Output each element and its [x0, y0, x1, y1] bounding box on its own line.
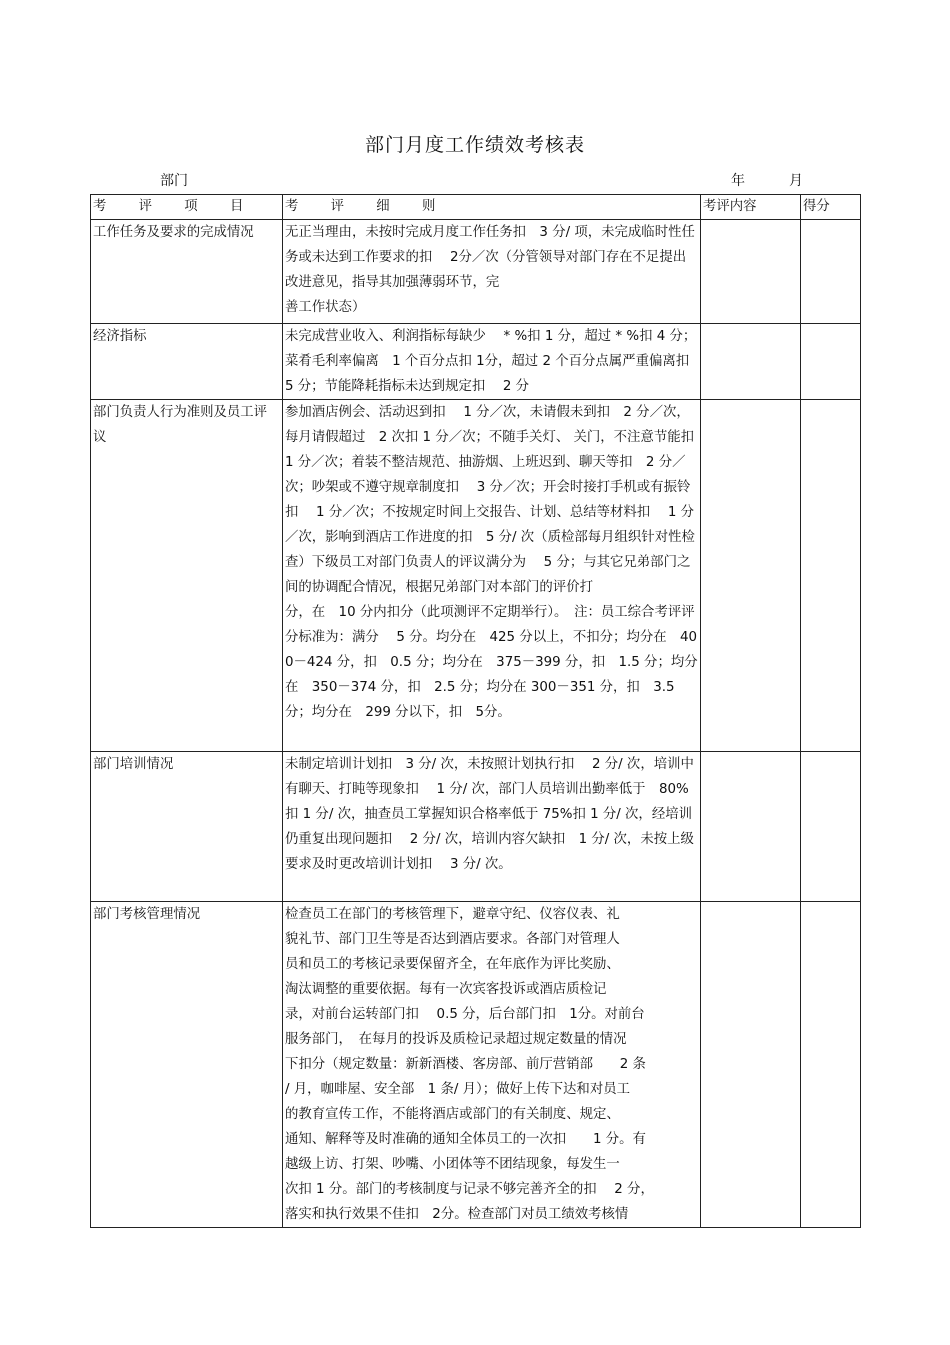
row-item-cell: 部门培训情况 — [91, 752, 283, 902]
column-header-detail: 考 评 细 则 — [283, 195, 701, 220]
row-score-cell[interactable] — [801, 220, 861, 324]
row-content-cell[interactable] — [701, 902, 801, 1228]
table-row — [91, 220, 861, 324]
month-label: 月 — [789, 173, 803, 189]
table-row — [91, 400, 861, 752]
year-label: 年 — [731, 173, 745, 189]
table-row — [91, 902, 861, 1228]
row-score-cell[interactable] — [801, 752, 861, 902]
row-detail-cell: 未制定培训计划扣 3 分/ 次，未按照计划执行扣 2 分/ 次，培训中有聊天、打盹等现象扣 1 分/ 次，部门人员培训出勤率低于 80%扣 1 分/ 次，抽查员工掌握知识合格率低于 75%扣 1 分/ 次，经培训仍重复出现问题扣 2 分/ 次，培训内容欠缺扣 1 分/ 次，未按上级要求及时更改培训计划扣 3 分/ 次。 — [283, 752, 701, 902]
row-detail-cell: 检查员工在部门的考核管理下，避章守纪、仪容仪表、礼 貌礼节、部门卫生等是否达到酒店要求。各部门对管理人 员和员工的考核记录要保留齐全，在年底作为评比奖励、 淘汰调整的重要依据。每有一次宾客投诉或酒店质检记 录，对前台运转部门扣 0.5 分，后台部门扣 1分。对前台 服务部门， 在每月的投诉及质检记录超过规定数量的情况 下扣分（规定数量：新新酒楼、客房部、前厅营销部 2 条 / 月，咖啡屋、安全部 1 条/ 月）；做好上传下达和对员工 的教育宣传工作，不能将酒店或部门的有关制度、规定、 通知、解释等及时准确的通知全体员工的一次扣 1 分。有 越级上访、打架、吵嘴、小团体等不团结现象，每发生一 次扣 1 分。部门的考核制度与记录不够完善齐全的扣 2 分， 落实和执行效果不佳扣 2分。检查部门对员工绩效考核情 — [283, 902, 701, 1228]
table-row — [91, 752, 861, 902]
row-item-cell: 部门负责人行为准则及员工评议 — [91, 400, 283, 752]
row-item-cell: 工作任务及要求的完成情况 — [91, 220, 283, 324]
column-header-item: 考 评 项 目 — [91, 195, 283, 220]
dept-label: 部门 — [160, 173, 188, 189]
row-score-cell[interactable] — [801, 902, 861, 1228]
row-content-cell[interactable] — [701, 324, 801, 400]
row-item-cell: 经济指标 — [91, 324, 283, 400]
row-score-cell[interactable] — [801, 324, 861, 400]
row-detail-cell: 参加酒店例会、活动迟到扣 1 分／次，未请假未到扣 2 分／次，每月请假超过 2 次扣 1 分／次；不随手关灯、 关门，不注意节能扣 1 分／次；着装不整洁规范、抽游烟、上班迟到、聊天等扣 2 分／次；吵架或不遵守规章制度扣 3 分／次；开会时接打手机或有振铃扣 1 分／次；不按规定时间上交报告、计划、总结等材料扣 1 分／次，影响到酒店工作进度的扣 5 分/ 次（质检部每月组织针对性检查）下级员工对部门负责人的评议满分为 5 分；与其它兄弟部门之间的协调配合情况，根据兄弟部门对本部门的评价打 分，在 10 分内扣分（此项测评不定期举行）。 注：员工综合考评评分标准为：满分 5 分。均分在 425 分以上，不扣分；均分在 400－424 分，扣 0.5 分；均分在 375－399 分，扣 1.5 分；均分在 350－374 分，扣 2.5 分；均分在 300－351 分，扣 3.5 分；均分在 299 分以下，扣 5分。 — [283, 400, 701, 752]
page-title: 部门月度工作绩效考核表 — [364, 134, 585, 156]
table-header-row — [91, 195, 861, 220]
row-detail-cell: 无正当理由，未按时完成月度工作任务扣 3 分/ 项，未完成临时性任务或未达到工作要求的扣 2分／次（分管领导对部门存在不足提出改进意见，指导其加强薄弱环节，完 善工作状态） — [283, 220, 701, 324]
column-header-score: 得分 — [801, 195, 861, 220]
row-content-cell[interactable] — [701, 752, 801, 902]
row-content-cell[interactable] — [701, 220, 801, 324]
evaluation-table — [90, 194, 861, 1228]
column-header-content: 考评内容 — [701, 195, 801, 220]
row-detail-cell: 未完成营业收入、利润指标每缺少 * %扣 1 分，超过 * %扣 4 分；菜肴毛利率偏离 1 个百分点扣 1分，超过 2 个百分点属严重偏离扣 5 分；节能降耗指标未达到规定扣 2 分 — [283, 324, 701, 400]
row-item-cell: 部门考核管理情况 — [91, 902, 283, 1228]
row-content-cell[interactable] — [701, 400, 801, 752]
row-score-cell[interactable] — [801, 400, 861, 752]
table-row — [91, 324, 861, 400]
